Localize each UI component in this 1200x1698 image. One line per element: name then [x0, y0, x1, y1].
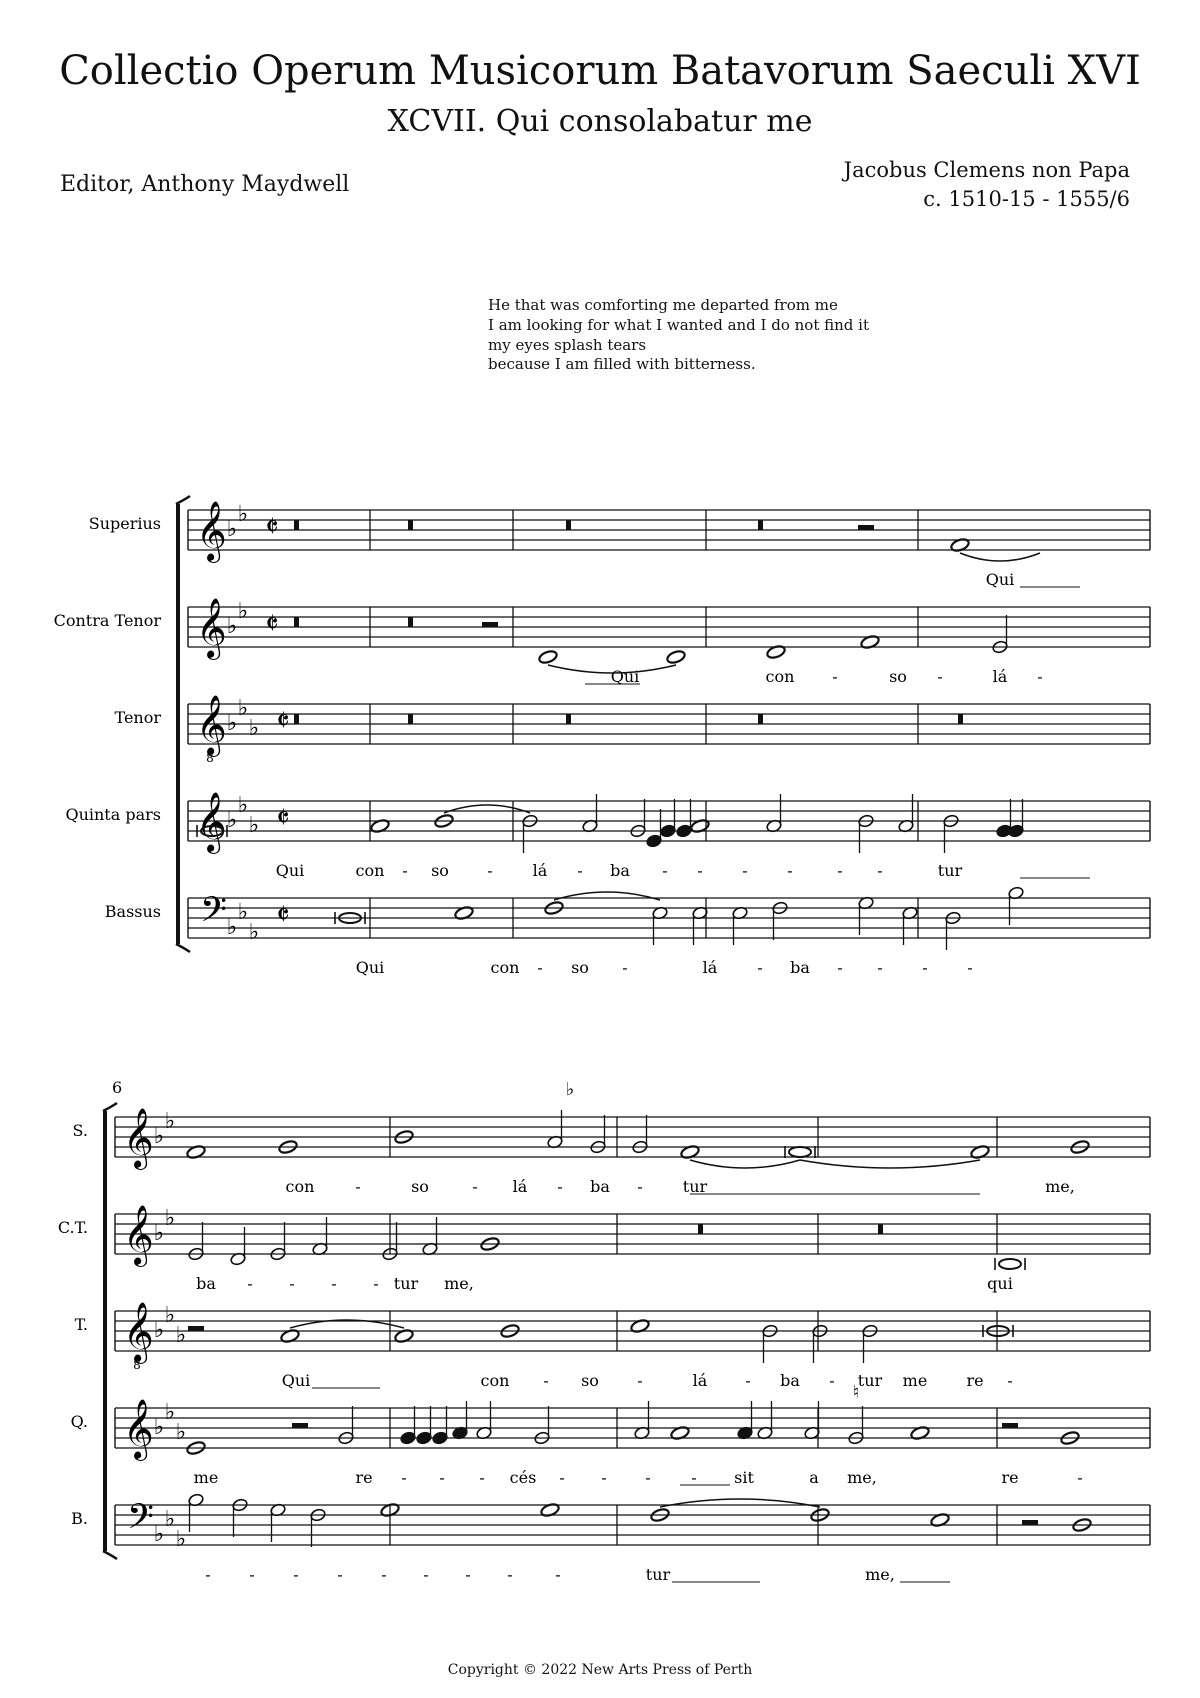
- lyric-syllable: -: [637, 1177, 643, 1196]
- bass-clef-icon: 𝄢: [200, 889, 228, 938]
- lyric-syllable: -: [289, 1274, 295, 1293]
- lyric-syllable: ba: [610, 861, 630, 880]
- breve-rest: [294, 714, 299, 724]
- flat-icon: ♭: [175, 1323, 187, 1348]
- staff-5: [188, 886, 1150, 977]
- lyric-syllable: lá: [532, 861, 548, 880]
- flat-icon: ♭: [248, 716, 260, 741]
- breve-rest: [878, 1224, 883, 1234]
- composer-dates: c. 1510-15 - 1555/6: [923, 187, 1130, 212]
- flat-icon: ♭: [226, 808, 238, 833]
- breve-note: [789, 1147, 811, 1157]
- lyric-syllable: qui: [987, 1274, 1013, 1293]
- lyric-syllable: ba: [780, 1371, 800, 1390]
- lyric-syllable: lá: [512, 1177, 528, 1196]
- lyric-syllable: -: [577, 861, 583, 880]
- flat-icon: ♭: [164, 1400, 176, 1425]
- lyric-syllable: -: [465, 1565, 471, 1584]
- lyric-syllable: -: [381, 1565, 387, 1584]
- lyric-syllable: -: [691, 1468, 697, 1487]
- lyric-syllable: -: [247, 1274, 253, 1293]
- lyric-syllable: so: [571, 958, 589, 977]
- editorial-natural-icon: ♮: [852, 1382, 860, 1403]
- lyric-syllable: re: [966, 1371, 984, 1390]
- translation-line: because I am filled with bitterness.: [488, 355, 756, 374]
- lyric-syllable: -: [645, 1468, 651, 1487]
- lyric-syllable: -: [543, 1371, 549, 1390]
- lyric-syllable: ba: [590, 1177, 610, 1196]
- lyric-syllable: -: [355, 1177, 361, 1196]
- lyric-syllable: con: [490, 958, 520, 977]
- staff-1: [188, 501, 1150, 589]
- lyric-syllable: -: [837, 958, 843, 977]
- system-2: [58, 1078, 122, 1528]
- lyric-syllable: Qui: [355, 958, 385, 977]
- staff-2: [188, 598, 1150, 686]
- part-label: B.: [71, 1509, 88, 1528]
- lyric-syllable: -: [487, 861, 493, 880]
- lyric-syllable: con: [765, 667, 795, 686]
- breve-rest: [958, 714, 963, 724]
- system-2-staves: [103, 1103, 1150, 1584]
- flat-icon: ♭: [226, 711, 238, 736]
- lyric-syllable: -: [742, 861, 748, 880]
- treble-clef-icon: 𝄞: [196, 501, 227, 561]
- lyric-syllable: re: [355, 1468, 373, 1487]
- lyric-syllable: -: [402, 861, 408, 880]
- lyric-syllable: -: [877, 861, 883, 880]
- cut-time-icon: 𝄵: [276, 704, 290, 739]
- system-1: [54, 514, 162, 921]
- lyric-syllable: tur: [937, 861, 963, 880]
- part-label: T.: [74, 1315, 88, 1334]
- bass-clef-icon: 𝄢: [127, 1496, 155, 1545]
- flat-icon: ♭: [164, 1206, 176, 1231]
- lyric-syllable: -: [555, 1565, 561, 1584]
- lyric-syllable: -: [622, 958, 628, 977]
- treble-clef-icon: 𝄞: [196, 695, 227, 755]
- staff-4: [188, 792, 1150, 880]
- lyric-syllable: tur: [857, 1371, 883, 1390]
- lyric-syllable: -: [472, 1177, 478, 1196]
- system-1-staves: [176, 496, 1150, 977]
- treble-clef-icon: 𝄞: [196, 792, 227, 852]
- lyric-syllable: -: [1077, 1468, 1083, 1487]
- half-rest: [1022, 1520, 1038, 1525]
- part-label: Superius: [88, 514, 161, 533]
- part-label: Contra Tenor: [53, 611, 161, 630]
- half-rest: [482, 622, 498, 627]
- lyric-syllable: -: [832, 667, 838, 686]
- lyric-syllable: re: [1001, 1468, 1019, 1487]
- lyric-syllable: Qui: [985, 570, 1015, 589]
- lyric-syllable: me,: [847, 1468, 877, 1487]
- quarter-note: [646, 834, 663, 848]
- tie-curve: [554, 892, 660, 900]
- lyric-syllable: lá: [702, 958, 718, 977]
- flat-icon: ♭: [237, 599, 249, 624]
- lyric-syllable: Qui: [281, 1371, 311, 1390]
- lyric-syllable: -: [401, 1468, 407, 1487]
- bracket-top: [176, 496, 190, 504]
- flat-icon: ♭: [237, 696, 249, 721]
- breve-rest: [566, 520, 571, 530]
- flat-icon: ♭: [237, 502, 249, 527]
- breve-rest: [294, 617, 299, 627]
- flat-icon: ♭: [153, 1415, 165, 1440]
- lyric-syllable: -: [697, 861, 703, 880]
- lyric-syllable: tur: [682, 1177, 708, 1196]
- treble-clef-icon: 𝄞: [123, 1205, 154, 1265]
- translation-line: He that was comforting me departed from me: [488, 296, 838, 314]
- lyric-syllable: -: [249, 1565, 255, 1584]
- lyric-syllable: -: [1037, 667, 1043, 686]
- quarter-note: [660, 824, 677, 838]
- lyric-syllable: sit: [734, 1468, 754, 1487]
- lyric-syllable: -: [662, 861, 668, 880]
- bracket-bottom: [176, 944, 190, 952]
- flat-icon: ♭: [175, 1527, 187, 1552]
- part-label: Tenor: [114, 708, 161, 727]
- whole-note: [538, 649, 558, 665]
- lyric-syllable: -: [423, 1565, 429, 1584]
- breve-note: [999, 1259, 1021, 1269]
- lyric-syllable: -: [787, 861, 793, 880]
- cut-time-icon: 𝄵: [265, 607, 279, 642]
- lyric-syllable: -: [373, 1274, 379, 1293]
- lyric-syllable: cés: [509, 1468, 537, 1487]
- lyric-syllable: -: [877, 958, 883, 977]
- half-rest: [292, 1423, 308, 1428]
- lyric-syllable: -: [967, 958, 973, 977]
- flat-icon: ♭: [164, 1109, 176, 1134]
- staff-1: [115, 1108, 1150, 1196]
- tie-curve: [800, 1160, 980, 1168]
- half-rest: [188, 1326, 204, 1331]
- quarter-note: [416, 1431, 433, 1445]
- breve-rest: [698, 1224, 703, 1234]
- lyric-syllable: me,: [444, 1274, 474, 1293]
- cut-time-icon: 𝄵: [276, 801, 290, 836]
- lyric-syllable: con: [285, 1177, 315, 1196]
- translation-line: I am looking for what I wanted and I do not find it: [488, 315, 869, 334]
- part-label: Q.: [70, 1412, 88, 1431]
- treble-clef-icon: 𝄞: [123, 1302, 154, 1362]
- staff-2: [115, 1205, 1150, 1293]
- flat-icon: ♭: [237, 793, 249, 818]
- editorial-flat-icon: ♭: [565, 1079, 575, 1100]
- octave-mark: 8: [206, 751, 214, 765]
- lyric-syllable: me,: [1045, 1177, 1075, 1196]
- lyric-syllable: -: [757, 958, 763, 977]
- cut-time-icon: 𝄵: [276, 898, 290, 933]
- lyric-syllable: -: [293, 1565, 299, 1584]
- lyric-syllable: -: [837, 861, 843, 880]
- lyric-syllable: -: [1007, 1371, 1013, 1390]
- breve-rest: [758, 520, 763, 530]
- flat-icon: ♭: [237, 900, 249, 925]
- flat-icon: ♭: [153, 1124, 165, 1149]
- editor-credit: Editor, Anthony Maydwell: [60, 172, 350, 197]
- piece-title: XCVII. Qui consolabatur me: [387, 104, 813, 139]
- lyric-syllable: -: [829, 1371, 835, 1390]
- tie-curve: [444, 805, 530, 813]
- lyric-syllable: -: [601, 1468, 607, 1487]
- copyright-footer: Copyright © 2022 New Arts Press of Perth: [447, 1662, 753, 1678]
- lyric-syllable: con: [355, 861, 385, 880]
- lyric-syllable: -: [937, 667, 943, 686]
- flat-icon: ♭: [175, 1420, 187, 1445]
- quarter-note: [432, 1431, 449, 1445]
- lyric-syllable: -: [637, 1371, 643, 1390]
- breve-rest: [408, 714, 413, 724]
- measure-number: 6: [112, 1078, 123, 1097]
- half-rest: [858, 525, 874, 530]
- lyric-syllable: me,: [865, 1565, 895, 1584]
- bracket-top: [103, 1103, 117, 1111]
- whole-note: [666, 649, 686, 665]
- lyric-syllable: con: [480, 1371, 510, 1390]
- lyric-syllable: -: [557, 1177, 563, 1196]
- breve-rest: [566, 714, 571, 724]
- flat-icon: ♭: [164, 1507, 176, 1532]
- flat-icon: ♭: [153, 1318, 165, 1343]
- lyric-syllable: Qui: [275, 861, 305, 880]
- lyric-syllable: -: [922, 958, 928, 977]
- breve-rest: [408, 617, 413, 627]
- treble-clef-icon: 𝄞: [123, 1108, 154, 1168]
- breve-rest: [408, 520, 413, 530]
- half-rest: [1002, 1423, 1018, 1428]
- lyric-syllable: lá: [992, 667, 1008, 686]
- lyric-syllable: so: [431, 861, 449, 880]
- collection-title: Collectio Operum Musicorum Batavorum Saeculi XVI: [59, 48, 1141, 94]
- lyric-syllable: so: [411, 1177, 429, 1196]
- breve-rest: [294, 520, 299, 530]
- flat-icon: ♭: [226, 517, 238, 542]
- tie-curve: [660, 1499, 820, 1507]
- flat-icon: ♭: [248, 813, 260, 838]
- part-label: Quinta pars: [65, 805, 161, 824]
- staff-4: [115, 1399, 1150, 1487]
- staff-3: [115, 1302, 1150, 1390]
- lyric-syllable: -: [537, 958, 543, 977]
- lyric-syllable: lá: [692, 1371, 708, 1390]
- lyric-syllable: -: [337, 1565, 343, 1584]
- part-label: Bassus: [104, 902, 161, 921]
- lyric-syllable: -: [479, 1468, 485, 1487]
- bracket-bottom: [103, 1551, 117, 1559]
- composer-name: Jacobus Clemens non Papa: [843, 158, 1130, 182]
- lyric-syllable: so: [581, 1371, 599, 1390]
- flat-icon: ♭: [164, 1303, 176, 1328]
- staff-3: [188, 695, 1150, 765]
- flat-icon: ♭: [226, 915, 238, 940]
- lyric-syllable: ba: [196, 1274, 216, 1293]
- treble-clef-icon: 𝄞: [123, 1399, 154, 1459]
- cut-time-icon: 𝄵: [265, 510, 279, 545]
- flat-icon: ♭: [226, 614, 238, 639]
- lyric-syllable: me: [193, 1468, 219, 1487]
- part-label: S.: [72, 1121, 88, 1140]
- flat-icon: ♭: [153, 1221, 165, 1246]
- lyric-syllable: -: [559, 1468, 565, 1487]
- quarter-note: [400, 1431, 417, 1445]
- lyric-syllable: ba: [790, 958, 810, 977]
- lyric-syllable: me: [902, 1371, 928, 1390]
- lyric-syllable: a: [809, 1468, 819, 1487]
- lyric-syllable: -: [439, 1468, 445, 1487]
- lyric-syllable: Qui: [610, 667, 640, 686]
- tie-curve: [690, 1160, 800, 1168]
- lyric-syllable: tur: [645, 1565, 671, 1584]
- treble-clef-icon: 𝄞: [196, 598, 227, 658]
- quarter-note: [676, 824, 693, 838]
- part-label: C.T.: [57, 1218, 88, 1237]
- lyric-syllable: so: [889, 667, 907, 686]
- lyric-syllable: tur: [393, 1274, 419, 1293]
- flat-icon: ♭: [248, 920, 260, 945]
- octave-mark: 8: [133, 1358, 141, 1372]
- translation-line: my eyes splash tears: [488, 335, 647, 354]
- breve-rest: [758, 714, 763, 724]
- lyric-syllable: -: [331, 1274, 337, 1293]
- lyric-syllable: -: [205, 1565, 211, 1584]
- staff-5: [115, 1493, 1150, 1584]
- lyric-syllable: -: [745, 1371, 751, 1390]
- lyric-syllable: -: [507, 1565, 513, 1584]
- tie-curve: [960, 553, 1040, 561]
- flat-icon: ♭: [153, 1522, 165, 1547]
